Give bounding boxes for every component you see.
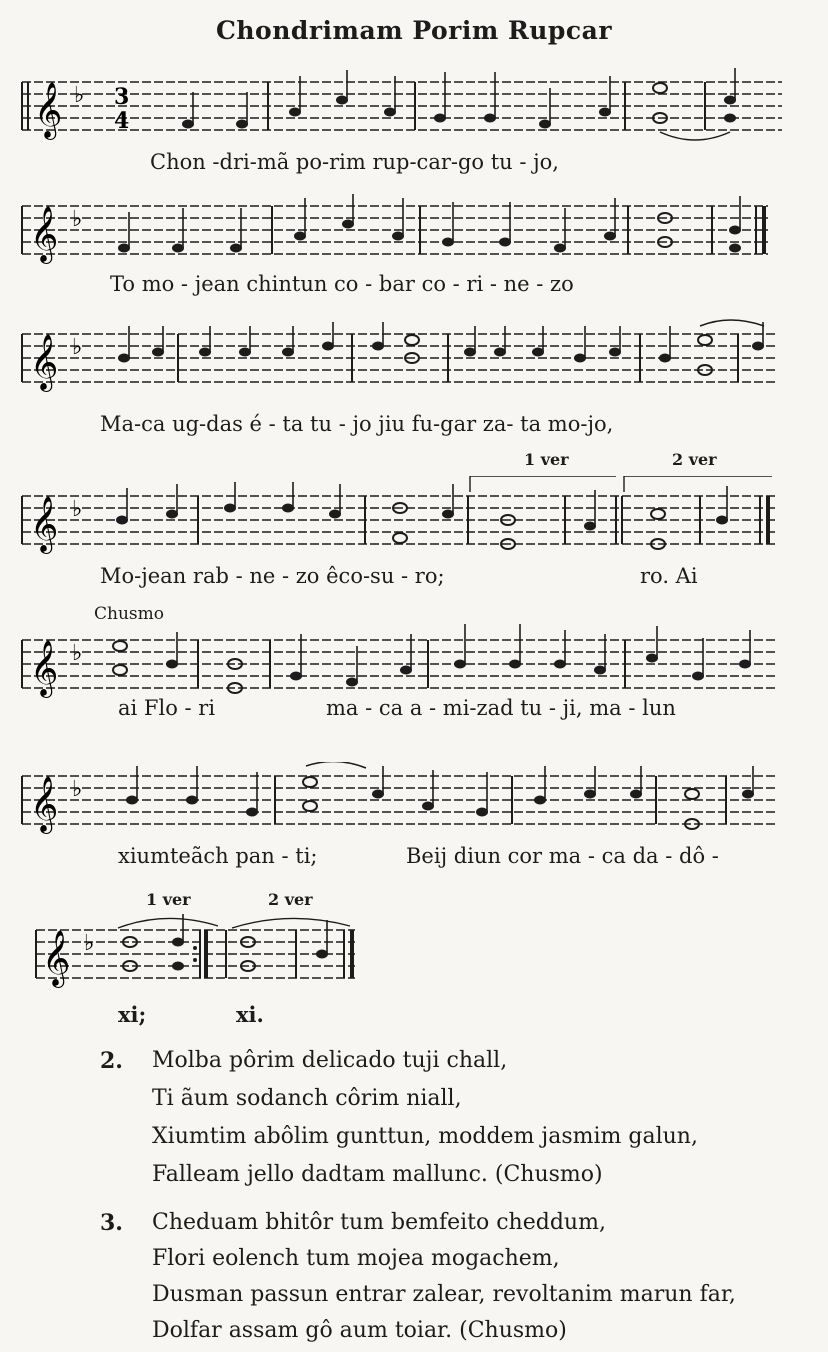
staff-notation-2 (0, 188, 828, 268)
lyric-line-7a: xi; (118, 1002, 147, 1027)
lyric-line-2: To mo - jean chintun co - bar co - ri - ne - zo (110, 272, 574, 296)
staff-system-6 (0, 762, 828, 882)
stanza-line: Ti ãum sodanch côrim niall, (152, 1086, 462, 1111)
time-signature: 3 (114, 84, 130, 110)
flat-icon: ♭ (72, 641, 83, 666)
song-title: Chondrimam Porim Rupcar (215, 16, 613, 45)
stanza-line: Cheduam bhitôr tum bemfeito cheddum, (152, 1210, 606, 1235)
staff-notation-6 (0, 762, 828, 842)
staff-system-1 (0, 62, 828, 202)
staff-notation-3 (0, 318, 828, 398)
stanza-line: Xiumtim abôlim gunttun, moddem jasmim galun, (152, 1124, 698, 1149)
treble-clef-icon: 𝄞 (42, 930, 71, 986)
ending-1-label: 1 ver (524, 450, 569, 469)
lyric-line-5a: ai Flo - ri (118, 696, 216, 720)
stanza-number: 3. (100, 1210, 123, 1236)
flat-icon: ♭ (72, 777, 83, 802)
stanza-number: 2. (100, 1048, 123, 1074)
stanza-line: Dolfar assam gô aum toiar. (Chusmo) (152, 1318, 567, 1343)
staff-system-7 (0, 910, 828, 1030)
flat-icon: ♭ (74, 83, 85, 108)
stanza-line: Flori eolench tum mojea mogachem, (152, 1246, 560, 1271)
svg-text:4: 4 (114, 108, 130, 134)
staff-notation-5 (0, 620, 828, 700)
treble-clef-icon: 𝄞 (30, 776, 59, 832)
lyric-line-5b: ma - ca a - mi-zad tu - ji, ma - lun (326, 696, 676, 720)
lyric-line-6a: xiumteãch pan - ti; (118, 844, 318, 868)
staff-system-5 (0, 620, 828, 740)
ending-2-label-2: 2 ver (268, 890, 313, 909)
chorus-label: Chusmo (94, 604, 164, 624)
flat-icon: ♭ (72, 335, 83, 360)
ending-1-label-2: 1 ver (146, 890, 191, 909)
staff-lines (22, 82, 782, 130)
staff-notation-1 (0, 62, 828, 152)
treble-clef-icon: 𝄞 (30, 334, 59, 390)
staff-system-3 (0, 318, 828, 438)
staff-system-2 (0, 188, 828, 308)
staff-system-4 (0, 476, 828, 596)
lyric-line-3: Ma-ca ug-das é - ta tu - jo jiu fu-gar za- ta mo-jo, (100, 412, 614, 436)
treble-clef-icon: 𝄞 (34, 82, 63, 138)
ending-2-label: 2 ver (672, 450, 717, 469)
treble-clef-icon: 𝄞 (30, 206, 59, 262)
flat-icon: ♭ (72, 497, 83, 522)
staff-notation-7 (0, 910, 380, 1000)
lyric-line-1: Chon -dri-mã po-rim rup-car-go tu - jo, (150, 150, 559, 174)
stanza-line: Falleam jello dadtam mallunc. (Chusmo) (152, 1162, 603, 1187)
flat-icon: ♭ (72, 207, 83, 232)
lyric-line-6b: Beij diun cor ma - ca da - dô - (406, 844, 719, 868)
stanza-line: Molba pôrim delicado tuji chall, (152, 1048, 508, 1073)
notes (182, 68, 736, 140)
lyric-line-7b: xi. (236, 1002, 264, 1027)
stanza-line: Dusman passun entrar zalear, revoltanim marun far, (152, 1282, 736, 1307)
treble-clef-icon: 𝄞 (30, 496, 59, 552)
flat-icon: ♭ (84, 931, 95, 956)
staff-notation-4 (0, 476, 828, 566)
lyric-line-4: Mo-jean rab - ne - zo êco-su - ro; (100, 564, 445, 588)
lyric-line-4-end: ro. Ai (640, 564, 698, 588)
treble-clef-icon: 𝄞 (30, 640, 59, 696)
